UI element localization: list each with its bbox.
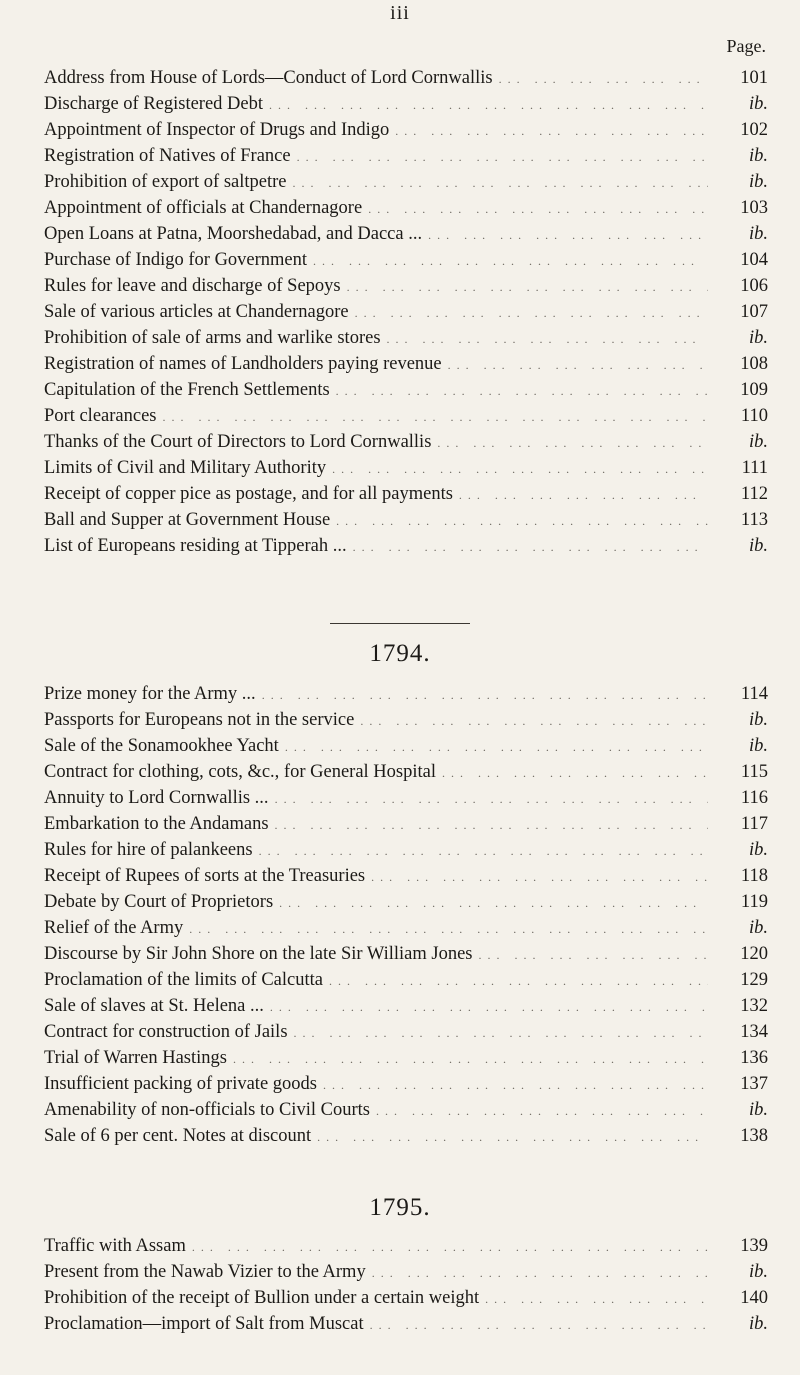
entry-page-number: 110: [740, 406, 768, 426]
contents-entry: [44, 736, 768, 762]
entry-title: Appointment of officials at Chandernagore: [44, 198, 363, 218]
entry-title: Amenability of non-officials to Civil Courts: [44, 1100, 370, 1120]
contents-entry: [44, 918, 768, 944]
entry-title: Port clearances: [44, 406, 157, 426]
entry-page-number: ib.: [748, 1262, 768, 1282]
entry-page-number: 106: [740, 276, 768, 296]
entry-title: Present from the Nawab Vizier to the Army: [44, 1262, 366, 1282]
entry-page-number: 109: [740, 380, 768, 400]
entry-title: Rules for leave and discharge of Sepoys: [44, 276, 341, 296]
contents-entry: [44, 432, 768, 458]
contents-entry: [44, 120, 768, 146]
dot-leader: [329, 974, 708, 989]
entry-page-number: 113: [740, 510, 768, 530]
entry-page-number: ib.: [748, 328, 768, 348]
dot-leader: [162, 410, 708, 425]
dot-leader: [355, 306, 708, 321]
entry-page-number: ib.: [748, 1100, 768, 1120]
entry-page-number: 115: [740, 762, 768, 782]
dot-leader: [387, 332, 708, 347]
dot-leader: [368, 202, 708, 217]
dot-leader: [478, 948, 708, 963]
contents-entry: [44, 710, 768, 736]
contents-entry: [44, 458, 768, 484]
dot-leader: [275, 792, 708, 807]
entry-title: Annuity to Lord Cornwallis ...: [44, 788, 269, 808]
contents-entry: [44, 1022, 768, 1048]
dot-leader: [360, 714, 708, 729]
entry-page-number: 138: [740, 1126, 768, 1146]
dot-leader: [437, 436, 708, 451]
contents-entry: [44, 1262, 768, 1288]
contents-entry: [44, 1100, 768, 1126]
entry-page-number: 132: [740, 996, 768, 1016]
entry-title: Registration of names of Landholders paying revenue: [44, 354, 442, 374]
entry-page-number: 103: [740, 198, 768, 218]
contents-entry: [44, 1236, 768, 1262]
entry-page-number: ib.: [748, 736, 768, 756]
entry-page-number: 108: [740, 354, 768, 374]
dot-leader: [275, 818, 708, 833]
entry-title: Ball and Supper at Government House: [44, 510, 331, 530]
dot-leader: [428, 228, 708, 243]
dot-leader: [353, 540, 708, 555]
contents-entry: [44, 1074, 768, 1100]
entry-page-number: ib.: [748, 710, 768, 730]
entry-page-number: 117: [740, 814, 768, 834]
contents-entry: [44, 1314, 768, 1340]
entry-page-number: 119: [740, 892, 768, 912]
entry-page-number: ib.: [748, 94, 768, 114]
dot-leader: [259, 844, 708, 859]
contents-entry: [44, 788, 768, 814]
dot-leader: [297, 150, 708, 165]
entry-title: Proclamation of the limits of Calcutta: [44, 970, 323, 990]
entry-title: Capitulation of the French Settlements: [44, 380, 330, 400]
entry-page-number: 134: [740, 1022, 768, 1042]
entry-page-number: 137: [740, 1074, 768, 1094]
dot-leader: [376, 1104, 708, 1119]
entry-page-number: ib.: [748, 918, 768, 938]
entry-title: Rules for hire of palankeens: [44, 840, 253, 860]
entry-page-number: 116: [740, 788, 768, 808]
entry-title: Discharge of Registered Debt: [44, 94, 264, 114]
contents-entry: [44, 996, 768, 1022]
dot-leader: [270, 1000, 708, 1015]
contents-entry: [44, 276, 768, 302]
dot-leader: [323, 1078, 708, 1093]
contents-entry: [44, 484, 768, 510]
entry-page-number: ib.: [748, 536, 768, 556]
entry-title: Debate by Court of Proprietors: [44, 892, 274, 912]
entry-page-number: 107: [740, 302, 768, 322]
entry-page-number: ib.: [748, 1314, 768, 1334]
dot-leader: [448, 358, 708, 373]
entry-title: Thanks of the Court of Directors to Lord Cornwallis: [44, 432, 432, 452]
contents-entry: [44, 814, 768, 840]
entry-title: Relief of the Army: [44, 918, 184, 938]
entry-page-number: 139: [740, 1236, 768, 1256]
contents-entry: [44, 944, 768, 970]
dot-leader: [347, 280, 708, 295]
entry-page-number: 120: [740, 944, 768, 964]
entry-page-number: 118: [740, 866, 768, 886]
entry-title: Sale of slaves at St. Helena ...: [44, 996, 264, 1016]
entry-title: Prohibition of sale of arms and warlike stores: [44, 328, 381, 348]
dot-leader: [317, 1130, 708, 1145]
entry-title: Sale of various articles at Chandernagore: [44, 302, 349, 322]
contents-entry: [44, 328, 768, 354]
contents-entry: [44, 536, 768, 562]
dot-leader: [279, 896, 708, 911]
entry-title: Proclamation—import of Salt from Muscat: [44, 1314, 364, 1334]
entry-title: Contract for clothing, cots, &c., for General Hospital: [44, 762, 436, 782]
entry-page-number: ib.: [748, 432, 768, 452]
contents-entry: [44, 380, 768, 406]
contents-section-undated: [44, 68, 768, 562]
entry-title: Contract for construction of Jails: [44, 1022, 288, 1042]
dot-leader: [395, 124, 708, 139]
dot-leader: [269, 98, 708, 113]
entry-page-number: ib.: [748, 224, 768, 244]
entry-title: Prohibition of the receipt of Bullion under a certain weight: [44, 1288, 480, 1308]
entry-page-number: 102: [740, 120, 768, 140]
dot-leader: [233, 1052, 708, 1067]
entry-page-number: ib.: [748, 172, 768, 192]
page-column-label: Page.: [726, 36, 766, 56]
entry-title: Receipt of Rupees of sorts at the Treasuries: [44, 866, 366, 886]
contents-entry: [44, 68, 768, 94]
contents-section-1794: [44, 684, 768, 1152]
contents-entry: [44, 198, 768, 224]
dot-leader: [285, 740, 708, 755]
dot-leader: [499, 72, 708, 87]
entry-title: Address from House of Lords—Conduct of Lord Cornwallis: [44, 68, 493, 88]
entry-title: Sale of the Sonamookhee Yacht: [44, 736, 279, 756]
dot-leader: [442, 766, 708, 781]
entry-title: Trial of Warren Hastings: [44, 1048, 227, 1068]
dot-leader: [336, 514, 708, 529]
page-folio: iii: [390, 2, 410, 24]
contents-entry: [44, 1126, 768, 1152]
entry-page-number: 112: [740, 484, 768, 504]
contents-entry: [44, 250, 768, 276]
entry-title: Purchase of Indigo for Government: [44, 250, 308, 270]
dot-leader: [192, 1240, 708, 1255]
contents-entry: [44, 146, 768, 172]
entry-title: Prohibition of export of saltpetre: [44, 172, 287, 192]
contents-entry: [44, 94, 768, 120]
entry-title: Open Loans at Patna, Moorshedabad, and Dacca ...: [44, 224, 423, 244]
entry-page-number: 129: [740, 970, 768, 990]
entry-page-number: 104: [740, 250, 768, 270]
dot-leader: [293, 176, 708, 191]
contents-entry: [44, 510, 768, 536]
year-heading-1794: 1794.: [369, 640, 431, 667]
entry-page-number: ib.: [748, 146, 768, 166]
contents-entry: [44, 762, 768, 788]
entry-title: Embarkation to the Andamans: [44, 814, 269, 834]
contents-entry: [44, 684, 768, 710]
contents-entry: [44, 302, 768, 328]
entry-title: Traffic with Assam: [44, 1236, 186, 1256]
year-heading-1795: 1795.: [369, 1194, 431, 1221]
contents-entry: [44, 172, 768, 198]
entry-page-number: ib.: [748, 840, 768, 860]
contents-entry: [44, 970, 768, 996]
entry-page-number: 140: [740, 1288, 768, 1308]
dot-leader: [371, 870, 708, 885]
entry-page-number: 114: [740, 684, 768, 704]
entry-title: Insufficient packing of private goods: [44, 1074, 317, 1094]
contents-entry: [44, 1288, 768, 1314]
entry-title: List of Europeans residing at Tipperah ...: [44, 536, 347, 556]
entry-page-number: 101: [740, 68, 768, 88]
dot-leader: [372, 1266, 708, 1281]
contents-entry: [44, 892, 768, 918]
entry-title: Receipt of copper pice as postage, and for all payments: [44, 484, 453, 504]
dot-leader: [294, 1026, 708, 1041]
dot-leader: [485, 1292, 708, 1307]
entry-title: Sale of 6 per cent. Notes at discount: [44, 1126, 312, 1146]
entry-title: Prize money for the Army ...: [44, 684, 256, 704]
dot-leader: [336, 384, 708, 399]
dot-leader: [189, 922, 708, 937]
contents-entry: [44, 224, 768, 250]
dot-leader: [370, 1318, 708, 1333]
contents-entry: [44, 354, 768, 380]
dot-leader: [313, 254, 708, 269]
entry-title: Appointment of Inspector of Drugs and Indigo: [44, 120, 390, 140]
contents-entry: [44, 1048, 768, 1074]
contents-entry: [44, 406, 768, 432]
contents-entry: [44, 866, 768, 892]
contents-section-1795: [44, 1236, 768, 1340]
entry-title: Registration of Natives of France: [44, 146, 291, 166]
entry-title: Limits of Civil and Military Authority: [44, 458, 327, 478]
dot-leader: [459, 488, 708, 503]
entry-page-number: 136: [740, 1048, 768, 1068]
dot-leader: [332, 462, 708, 477]
contents-entry: [44, 840, 768, 866]
section-divider-rule: [330, 623, 470, 624]
entry-title: Discourse by Sir John Shore on the late Sir William Jones: [44, 944, 473, 964]
entry-title: Passports for Europeans not in the service: [44, 710, 355, 730]
entry-page-number: 111: [741, 458, 768, 478]
dot-leader: [262, 688, 708, 703]
